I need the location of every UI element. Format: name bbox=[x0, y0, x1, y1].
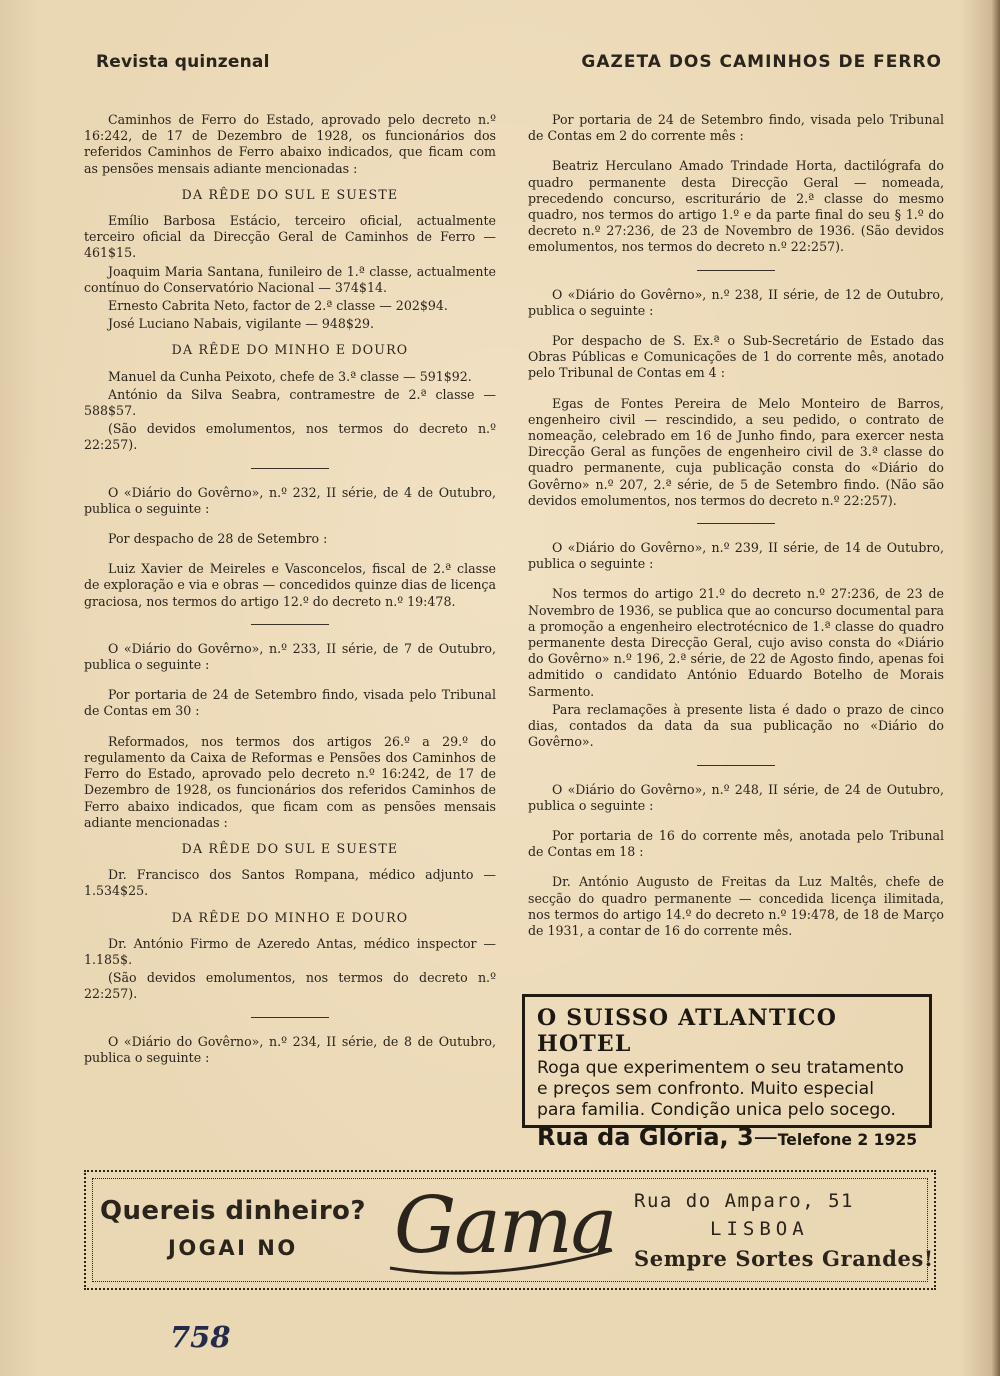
hotel-ad-line: e preços sem confronto. Muito especial bbox=[537, 1079, 874, 1099]
gama-ad-call: JOGAI NO bbox=[168, 1236, 298, 1260]
hotel-ad-body bbox=[537, 1058, 921, 1121]
paragraph: (São devidos emolumentos, nos termos do decreto n.º 22:257). bbox=[84, 421, 496, 453]
section-heading: DA RÊDE DO SUL E SUESTE bbox=[181, 840, 399, 856]
hotel-ad-address: Rua da Glória, 3 bbox=[537, 1123, 754, 1151]
hotel-ad-line: Roga que experimentem o seu tratamento bbox=[537, 1058, 904, 1078]
paragraph: O «Diário do Govêrno», n.º 232, II série, de 4 de Outubro, publica o seguinte : bbox=[84, 484, 496, 516]
paragraph: Por portaria de 16 do corrente mês, anotada pelo Tribunal de Contas em 18 : bbox=[528, 827, 944, 860]
gama-ad-question: Quereis dinheiro? bbox=[100, 1196, 366, 1226]
hotel-ad-title: O SUISSO ATLANTICO HOTEL bbox=[537, 1005, 838, 1057]
paragraph: Dr. Francisco dos Santos Rompana, médico adjunto — 1.534$25. bbox=[84, 867, 496, 899]
header-right-title: GAZETA DOS CAMINHOS DE FERRO bbox=[581, 52, 942, 72]
logo-swoosh-icon bbox=[386, 1244, 616, 1278]
separator-rule bbox=[697, 523, 775, 524]
section-heading: DA RÊDE DO MINHO E DOURO bbox=[171, 342, 409, 358]
hotel-ad-phone: Telefone 2 1925 bbox=[777, 1131, 918, 1149]
paragraph: Emílio Barbosa Estácio, terceiro oficial, actualmente terceiro oficial da Direcção Geral de Caminhos de Ferro — 461$15. bbox=[84, 213, 496, 261]
paragraph: Por portaria de 24 de Setembro findo, visada pelo Tribunal de Contas em 2 do corrente mês : bbox=[528, 112, 944, 144]
paragraph: Por portaria de 24 de Setembro findo, visada pelo Tribunal de Contas em 30 : bbox=[84, 687, 496, 719]
hotel-ad-dash: — bbox=[753, 1123, 778, 1151]
gama-logo: Gama bbox=[394, 1181, 616, 1271]
paragraph: Dr. António Augusto de Freitas da Luz Maltês, chefe de secção do quadro permanente — concedida licença ilimitada, nos termos do artigo 14.º do decreto n.º 19:478, de 18 de Março de 1931, a contar de 16 do corrente mês. bbox=[528, 874, 944, 938]
paragraph: Beatriz Herculano Amado Trindade Horta, dactilógrafa do quadro permanente desta Direcção Geral — nomeada, precedendo concurso, escriturário de 2.ª classe do mesmo quadro, nos termos do artigo 1.º e da parte final do seu § 1.º do decreto n.º 27:236, de 23 de Novembro de 1936. (São devidos emolumentos, nos termos do decreto n.º 22:257). bbox=[528, 158, 944, 255]
section-heading: DA RÊDE DO SUL E SUESTE bbox=[181, 186, 399, 202]
paragraph: Ernesto Cabrita Neto, factor de 2.ª classe — 202$94. bbox=[108, 298, 448, 314]
paragraph: O «Diário do Govêrno», n.º 248, II série, de 24 de Outubro, publica o seguinte : bbox=[528, 781, 944, 813]
paragraph: Dr. António Firmo de Azeredo Antas, médico inspector — 1.185$. bbox=[84, 935, 496, 967]
hotel-advertisement bbox=[522, 994, 932, 1151]
gama-ad-slogan: Sempre Sortes Grandes! bbox=[634, 1246, 934, 1271]
separator-rule bbox=[251, 468, 329, 469]
paragraph: Reformados, nos termos dos artigos 26.º a 29.º do regulamento da Caixa de Reformas e Pensões dos Caminhos de Ferro do Estado, aprovado pelo decreto n.º 16:242, de 17 de Dezembro de 1928, os funcionários dos referidos Caminhos de Ferro abaixo indicados, que ficam com as pensões mensais adiante mencionadas : bbox=[84, 733, 496, 830]
paragraph: O «Diário do Govêrno», n.º 234, II série, de 8 de Outubro, publica o seguinte : bbox=[84, 1033, 496, 1065]
paragraph: Manuel da Cunha Peixoto, chefe de 3.ª classe — 591$92. bbox=[108, 368, 472, 384]
paragraph: Luiz Xavier de Meireles e Vasconcelos, fiscal de 2.ª classe de exploração e via e obras — concedidos quinze dias de licença graciosa, nos termos do artigo 12.º do decreto n.º 19:478. bbox=[84, 561, 496, 609]
header-left-title: Revista quinzenal bbox=[96, 52, 270, 72]
paragraph: Joaquim Maria Santana, funileiro de 1.ª classe, actualmente contínuo do Conservatório Nacional — 374$14. bbox=[84, 263, 496, 295]
separator-rule bbox=[697, 270, 775, 271]
paragraph: O «Diário do Govêrno», n.º 238, II série, de 12 de Outubro, publica o seguinte : bbox=[528, 286, 944, 318]
hotel-ad-address-line bbox=[537, 1123, 921, 1154]
paragraph: António da Silva Seabra, contramestre de 2.ª classe — 588$57. bbox=[84, 386, 496, 419]
paragraph: Por despacho de 28 de Setembro : bbox=[108, 531, 328, 547]
paragraph: Para reclamações à presente lista é dado o prazo de cinco dias, contados da data da sua publicação no «Diário do Govêrno». bbox=[528, 701, 944, 750]
paragraph: Egas de Fontes Pereira de Melo Monteiro de Barros, engenheiro civil — rescindido, a seu pedido, o contrato de nomeação, celebrado em 16 de Junho findo, para exercer nesta Direcção Geral as funções de engenheiro civil de 3.ª classe do quadro permanente, cuja publicação consta do «Diário do Govêrno» n.º 207, 2.ª série, de 5 de Setembro findo. (Não são devidos emolumentos, nos termos do decreto n.º 22:257). bbox=[528, 395, 944, 508]
separator-rule bbox=[251, 1017, 329, 1018]
right-column bbox=[528, 112, 944, 939]
separator-rule bbox=[251, 624, 329, 625]
separator-rule bbox=[697, 765, 775, 766]
section-heading: DA RÊDE DO MINHO E DOURO bbox=[171, 909, 409, 925]
paragraph: O «Diário do Govêrno», n.º 239, II série, de 14 de Outubro, publica o seguinte : bbox=[528, 540, 944, 572]
page-number: 758 bbox=[170, 1320, 231, 1354]
paragraph: José Luciano Nabais, vigilante — 948$29. bbox=[108, 316, 374, 332]
gama-ad-address: Rua do Amparo, 51 bbox=[634, 1190, 854, 1212]
hotel-ad-line: para familia. Condição unica pelo socego. bbox=[537, 1100, 896, 1120]
paragraph: Nos termos do artigo 21.º do decreto n.º 27:236, de 23 de Novembro de 1936, se publica que ao concurso documental para a promoção a engenheiro electrotécnico de 1.ª classe do quadro permanente desta Direcção Geral, cujo aviso consta do «Diário do Govêrno» n.º 196, 2.ª série, de 22 de Agosto findo, apenas foi admitido o candidato António Eduardo Botelho de Morais Sarmento. bbox=[528, 586, 944, 699]
gama-advertisement bbox=[84, 1170, 936, 1290]
gama-ad-city: LISBOA bbox=[710, 1218, 809, 1240]
paragraph: Caminhos de Ferro do Estado, aprovado pelo decreto n.º 16:242, de 17 de Dezembro de 1928, os funcionários dos referidos Caminhos de Ferro abaixo indicados, que ficam com as pensões mensais adiante mencionadas : bbox=[84, 112, 496, 176]
paragraph: O «Diário do Govêrno», n.º 233, II série, de 7 de Outubro, publica o seguinte : bbox=[84, 640, 496, 673]
left-column bbox=[84, 112, 496, 1066]
paragraph: Por despacho de S. Ex.ª o Sub-Secretário de Estado das Obras Públicas e Comunicações de 1 do corrente mês, anotado pelo Tribunal de Contas em 4 : bbox=[528, 333, 944, 381]
running-header bbox=[96, 52, 942, 80]
paragraph: (São devidos emolumentos, nos termos do decreto n.º 22:257). bbox=[84, 970, 496, 1002]
